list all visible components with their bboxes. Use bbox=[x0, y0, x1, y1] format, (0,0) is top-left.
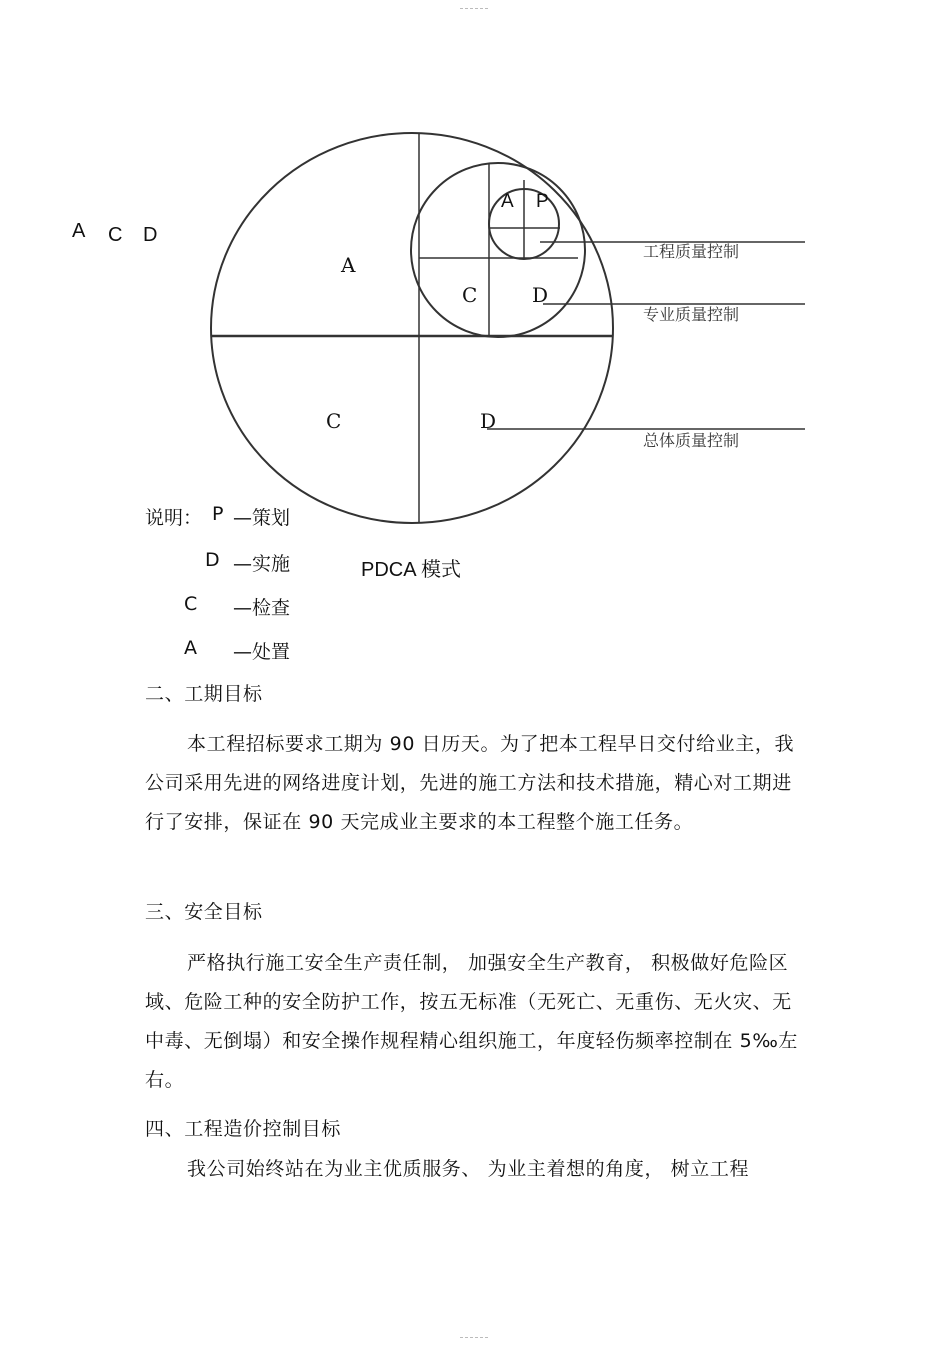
legend-letter-a: A bbox=[184, 637, 197, 659]
overall-quadrant-c: C bbox=[326, 409, 342, 433]
legend-intro: 说明： bbox=[145, 507, 203, 529]
bottom-page-marker bbox=[460, 1337, 488, 1338]
professional-cycle-circle bbox=[411, 163, 585, 337]
pdca-diagram bbox=[0, 0, 950, 560]
overall-quadrant-d: D bbox=[480, 409, 497, 433]
legend-letter-c: C bbox=[184, 593, 198, 615]
engineering-quadrant-p: P bbox=[536, 191, 549, 212]
legend-meaning-d: —实施 bbox=[233, 553, 291, 575]
overall-quality-control-label: 总体质量控制 bbox=[643, 433, 740, 450]
overall-cycle-circle bbox=[211, 133, 613, 523]
side-letter-a: A bbox=[72, 220, 86, 242]
diagram-title: PDCA 模式 bbox=[361, 559, 462, 581]
legend-meaning-p: —策划 bbox=[233, 507, 291, 529]
section-body-safety: 严格执行施工安全生产责任制， 加强安全生产教育， 积极做好危险区域、危险工种的安全防护工作，按五无标准（无死亡、无重伤、无火灾、无中毒、无倒塌）和安全操作规程精心组织施工，年度轻伤频率控制在 5‰左右。 bbox=[145, 952, 799, 1091]
professional-quadrant-d: D bbox=[532, 283, 549, 307]
section-heading-safety: 三、安全目标 bbox=[145, 901, 263, 923]
legend-letter-p: P bbox=[212, 503, 224, 525]
professional-quality-control-label: 专业质量控制 bbox=[643, 307, 740, 324]
legend-meaning-c: —检查 bbox=[233, 597, 291, 619]
side-letter-c: C bbox=[108, 224, 123, 246]
legend-letter-d: D bbox=[205, 549, 220, 571]
section-heading-schedule: 二、工期目标 bbox=[145, 683, 263, 705]
section-body-cost: 我公司始终站在为业主优质服务、 为业主着想的角度， 树立工程 bbox=[187, 1158, 750, 1180]
engineering-quadrant-a: A bbox=[501, 191, 514, 212]
professional-quadrant-c: C bbox=[462, 283, 478, 307]
side-letter-d: D bbox=[143, 224, 158, 246]
overall-quadrant-a: A bbox=[341, 253, 356, 277]
section-body-schedule: 本工程招标要求工期为 90 日历天。为了把本工程早日交付给业主，我公司采用先进的网络进度计划，先进的施工方法和技术措施，精心对工期进行了安排，保证在 90 天完成业主要求的本工程整个施工任务。 bbox=[145, 733, 795, 833]
engineering-quality-control-label: 工程质量控制 bbox=[643, 244, 740, 261]
section-heading-cost: 四、工程造价控制目标 bbox=[145, 1118, 342, 1140]
legend-meaning-a: —处置 bbox=[233, 641, 291, 663]
